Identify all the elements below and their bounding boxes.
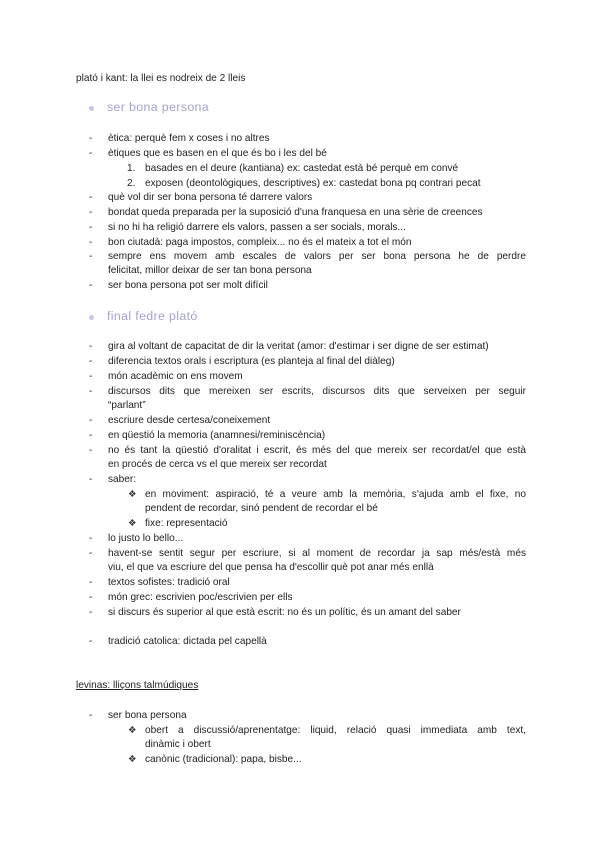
- dash-marker: -: [89, 133, 93, 144]
- dash-marker: -: [89, 222, 93, 233]
- list-item-line: havent-se sentit segur per escriure, si al moment de recordar ja sap més/està més: [108, 548, 526, 559]
- list-item: saber:: [108, 474, 137, 485]
- list-item: bon ciutadà: paga impostos, compleix... no és el mateix a tot el món: [108, 237, 412, 248]
- list-item: diferencia textos orals i escriptura (es planteja al final del diàleg): [108, 356, 395, 367]
- diamond-bullet-icon: ❖: [128, 489, 137, 500]
- list-item-line: discursos dits que mereixen ser escrits, discursos dits que serveixen per seguir: [108, 386, 526, 397]
- list-item-line: felicitat, millor deixar de ser tan bona persona: [108, 265, 312, 276]
- list-item-line: “parlant”: [108, 400, 146, 411]
- dash-marker: -: [89, 207, 93, 218]
- dash-marker: -: [89, 148, 93, 159]
- dash-marker: -: [89, 237, 93, 248]
- sublist-item: fixe: representació: [145, 518, 228, 529]
- number-marker: 1.: [127, 163, 136, 174]
- list-item: món acadèmic on ens movem: [108, 371, 243, 382]
- list-item: si no hi ha religió darrere els valors, passen a ser socials, morals...: [108, 222, 406, 233]
- sublist-item-line: en moviment: aspiració, té a veure amb la memòria, s'ajuda amb el fixe, no: [145, 489, 526, 500]
- dash-marker: -: [89, 251, 93, 262]
- list-item: món grec: escrivien poc/escrivien per ells: [108, 592, 293, 603]
- dash-marker: -: [89, 415, 93, 426]
- dash-marker: -: [89, 607, 93, 618]
- dash-marker: -: [89, 548, 93, 559]
- heading-bullet-icon: [89, 315, 94, 320]
- dash-marker: -: [89, 430, 93, 441]
- dash-marker: -: [89, 445, 93, 456]
- sublist-item-line: obert a discussió/aprenentatge: liquid, relació quasi immediata amb text,: [145, 725, 526, 736]
- section-heading-final-fedre-plato: final fedre plató: [107, 309, 198, 323]
- dash-marker: -: [89, 710, 93, 721]
- list-item: si discurs és superior al que està escrit: no és un polític, és un amant del saber: [108, 607, 461, 618]
- numbered-subitem: basades en el deure (kantiana) ex: castedat està bé perquè em convé: [145, 163, 459, 174]
- list-item: tradició catolica: dictada pel capellà: [108, 636, 267, 647]
- diamond-bullet-icon: ❖: [128, 754, 137, 765]
- list-item-line: no és tant la qüestió d'oralitat i escrit, és més del que mereix ser recordat/el que està: [108, 445, 526, 456]
- list-item-line: en procés de cerca vs el que mereix ser recordat: [108, 459, 327, 470]
- list-item: bondat queda preparada per la suposició d'una franquesa en una sèrie de creences: [108, 207, 483, 218]
- dash-marker: -: [89, 280, 93, 291]
- list-item: lo justo lo bello...: [108, 533, 184, 544]
- dash-marker: -: [89, 592, 93, 603]
- dash-marker: -: [89, 386, 93, 397]
- sublist-item-line: pendent de recordar, sinó pendent de recordar el bé: [145, 503, 378, 514]
- list-item: ser bona persona: [108, 710, 187, 721]
- dash-marker: -: [89, 636, 93, 647]
- dash-marker: -: [89, 356, 93, 367]
- list-item: ser bona persona pot ser molt difícil: [108, 280, 268, 291]
- list-item: ètiques que es basen en el que és bo i les del bé: [108, 148, 327, 159]
- section-heading-ser-bona-persona: ser bona persona: [107, 100, 210, 114]
- heading-bullet-icon: [89, 106, 94, 111]
- page-title: plató i kant: la llei es nodreix de 2 lleis: [76, 73, 246, 84]
- dash-marker: -: [89, 474, 93, 485]
- list-item: textos sofistes: tradició oral: [108, 577, 230, 588]
- list-item-line: sempre ens movem amb escales de valors per ser bona persona he de perdre: [108, 251, 526, 262]
- list-item: què vol dir ser bona persona té darrere valors: [108, 192, 313, 203]
- list-item: escriure desde certesa/coneixement: [108, 415, 271, 426]
- diamond-bullet-icon: ❖: [128, 518, 137, 529]
- dash-marker: -: [89, 371, 93, 382]
- list-item: ètica: perquè fem x coses i no altres: [108, 133, 270, 144]
- diamond-bullet-icon: ❖: [128, 725, 137, 736]
- dash-marker: -: [89, 533, 93, 544]
- levinas-title: levinas: lliçons talmúdiques: [76, 680, 199, 691]
- list-item: en qüestió la memoria (anamnesi/reminiscència): [108, 430, 326, 441]
- dash-marker: -: [89, 577, 93, 588]
- sublist-item: canònic (tradicional): papa, bisbe...: [145, 754, 302, 765]
- list-item-line: viu, el que va escriure del que pensa ha d'escollir què pot anar més enllà: [108, 562, 434, 573]
- number-marker: 2.: [127, 178, 136, 189]
- sublist-item-line: dinàmic i obert: [145, 739, 211, 750]
- dash-marker: -: [89, 192, 93, 203]
- list-item: gira al voltant de capacitat de dir la veritat (amor: d'estimar i ser digne de ser estimat): [108, 341, 489, 352]
- dash-marker: -: [89, 341, 93, 352]
- numbered-subitem: exposen (deontològiques, descriptives) ex: castedat bona pq contrari pecat: [145, 178, 481, 189]
